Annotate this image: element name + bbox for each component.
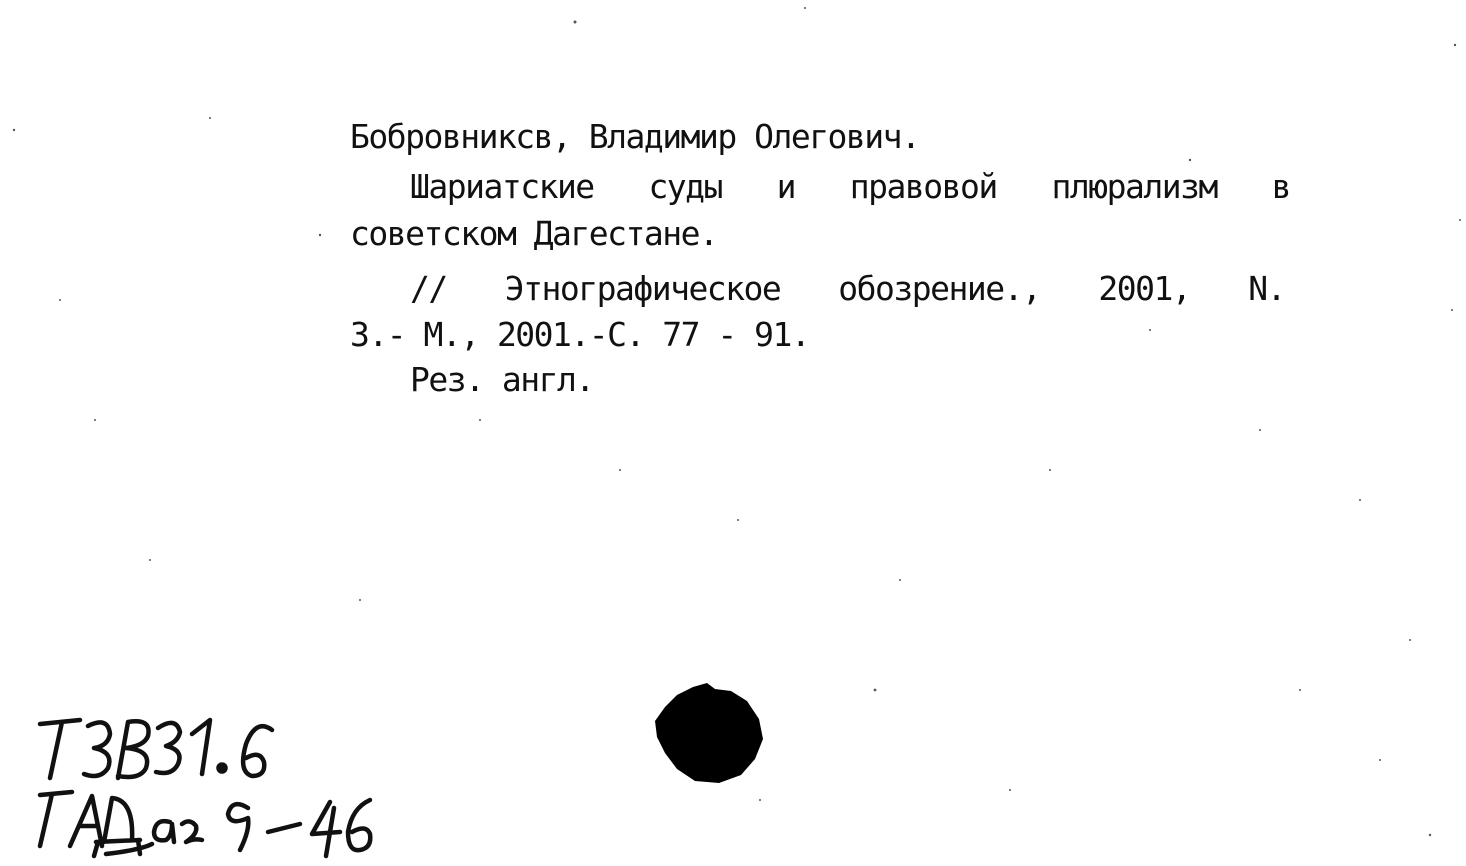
title-word: в [1271, 167, 1290, 206]
source-word: 2001, [1098, 269, 1191, 308]
summary-note: Рез. англ. [410, 360, 594, 399]
title-word: и [776, 167, 796, 206]
source-line-2: 3.- М., 2001.-С. 77 - 91. [350, 315, 810, 354]
source-word: обозрение., [838, 269, 1041, 308]
title-line-2: советском Дагестане. [350, 214, 718, 253]
source-word: Этнографическое [504, 269, 781, 308]
title-word: плюрализм [1051, 167, 1217, 206]
title-word: правовой [849, 167, 997, 206]
title-word: суды [648, 167, 722, 206]
handwritten-shelfmark [0, 700, 420, 866]
author-heading: Бобровниксв, Владимир Олегович. [350, 117, 920, 156]
source-line-1 [410, 269, 1285, 308]
source-word: // [410, 269, 447, 308]
title-word: Шариатские [410, 167, 594, 206]
punch-hole [655, 683, 763, 785]
title-line-1 [410, 167, 1290, 206]
source-word: N. [1248, 269, 1285, 308]
